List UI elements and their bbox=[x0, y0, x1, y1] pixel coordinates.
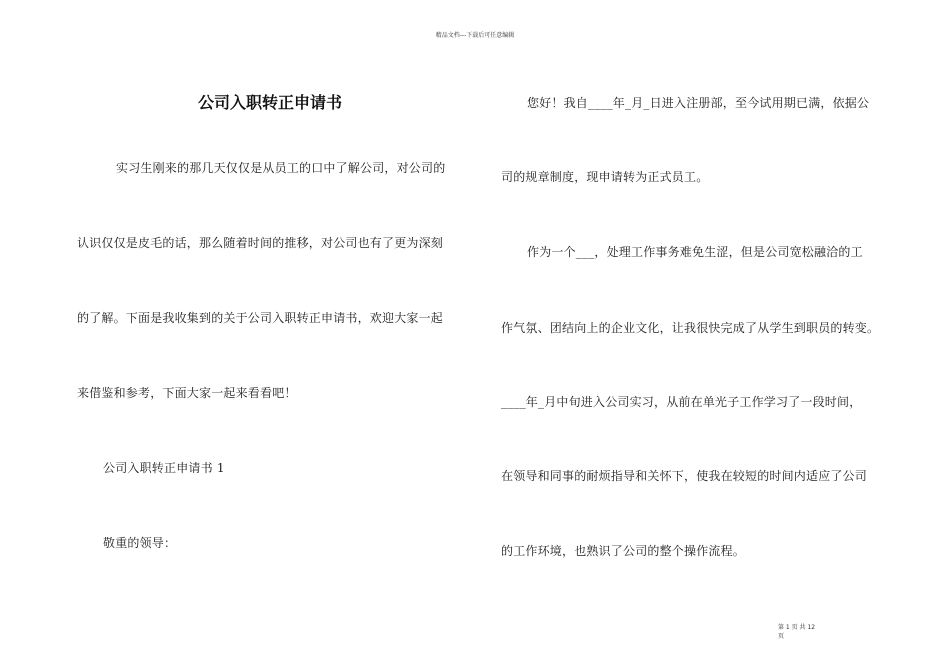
right-paragraph-line-5: ____年_月中旬进入公司实习，从前在单光子工作学习了一段时间， bbox=[501, 395, 862, 409]
right-paragraph-line-4: 作气氛、团结向上的企业文化，让我很快完成了从学生到职员的转变。 bbox=[501, 321, 880, 335]
right-paragraph-line-7: 的工作环境，也熟识了公司的整个操作流程。 bbox=[501, 544, 746, 558]
left-paragraph-line-2: 认识仅仅是皮毛的话，那么随着时间的推移，对公司也有了更为深刻 bbox=[77, 236, 444, 250]
left-paragraph-line-1: 实习生刚来的那几天仅仅是从员工的口中了解公司，对公司的 bbox=[116, 161, 446, 175]
right-paragraph-line-2: 司的规章制度，现申请转为正式员工。 bbox=[501, 170, 709, 184]
right-paragraph-line-6: 在领导和同事的耐烦指导和关怀下，使我在较短的时间内适应了公司 bbox=[501, 469, 868, 483]
left-paragraph-line-4: 来借鉴和参考，下面大家一起来看看吧！ bbox=[77, 386, 297, 400]
section-heading: 公司入职转正申请书 1 bbox=[103, 461, 225, 475]
page-number-suffix: 页 bbox=[778, 633, 785, 640]
salutation: 敬重的领导： bbox=[103, 536, 177, 550]
right-paragraph-line-1: 您好！我自____年_月_日进入注册部，至今试用期已满，依据公 bbox=[527, 96, 870, 110]
right-paragraph-line-3: 作为一个___，处理工作事务难免生涩，但是公司宽松融洽的工 bbox=[527, 245, 863, 259]
page-number-text: 第 1 页 共 12 bbox=[778, 624, 816, 631]
page-number bbox=[778, 623, 838, 641]
left-paragraph-line-3: 的了解。下面是我收集到的关于公司入职转正申请书，欢迎大家一起 bbox=[77, 311, 444, 325]
document-title: 公司入职转正申请书 bbox=[197, 93, 342, 112]
page-header: 精品文档---下载后可任意编辑 bbox=[435, 32, 515, 39]
